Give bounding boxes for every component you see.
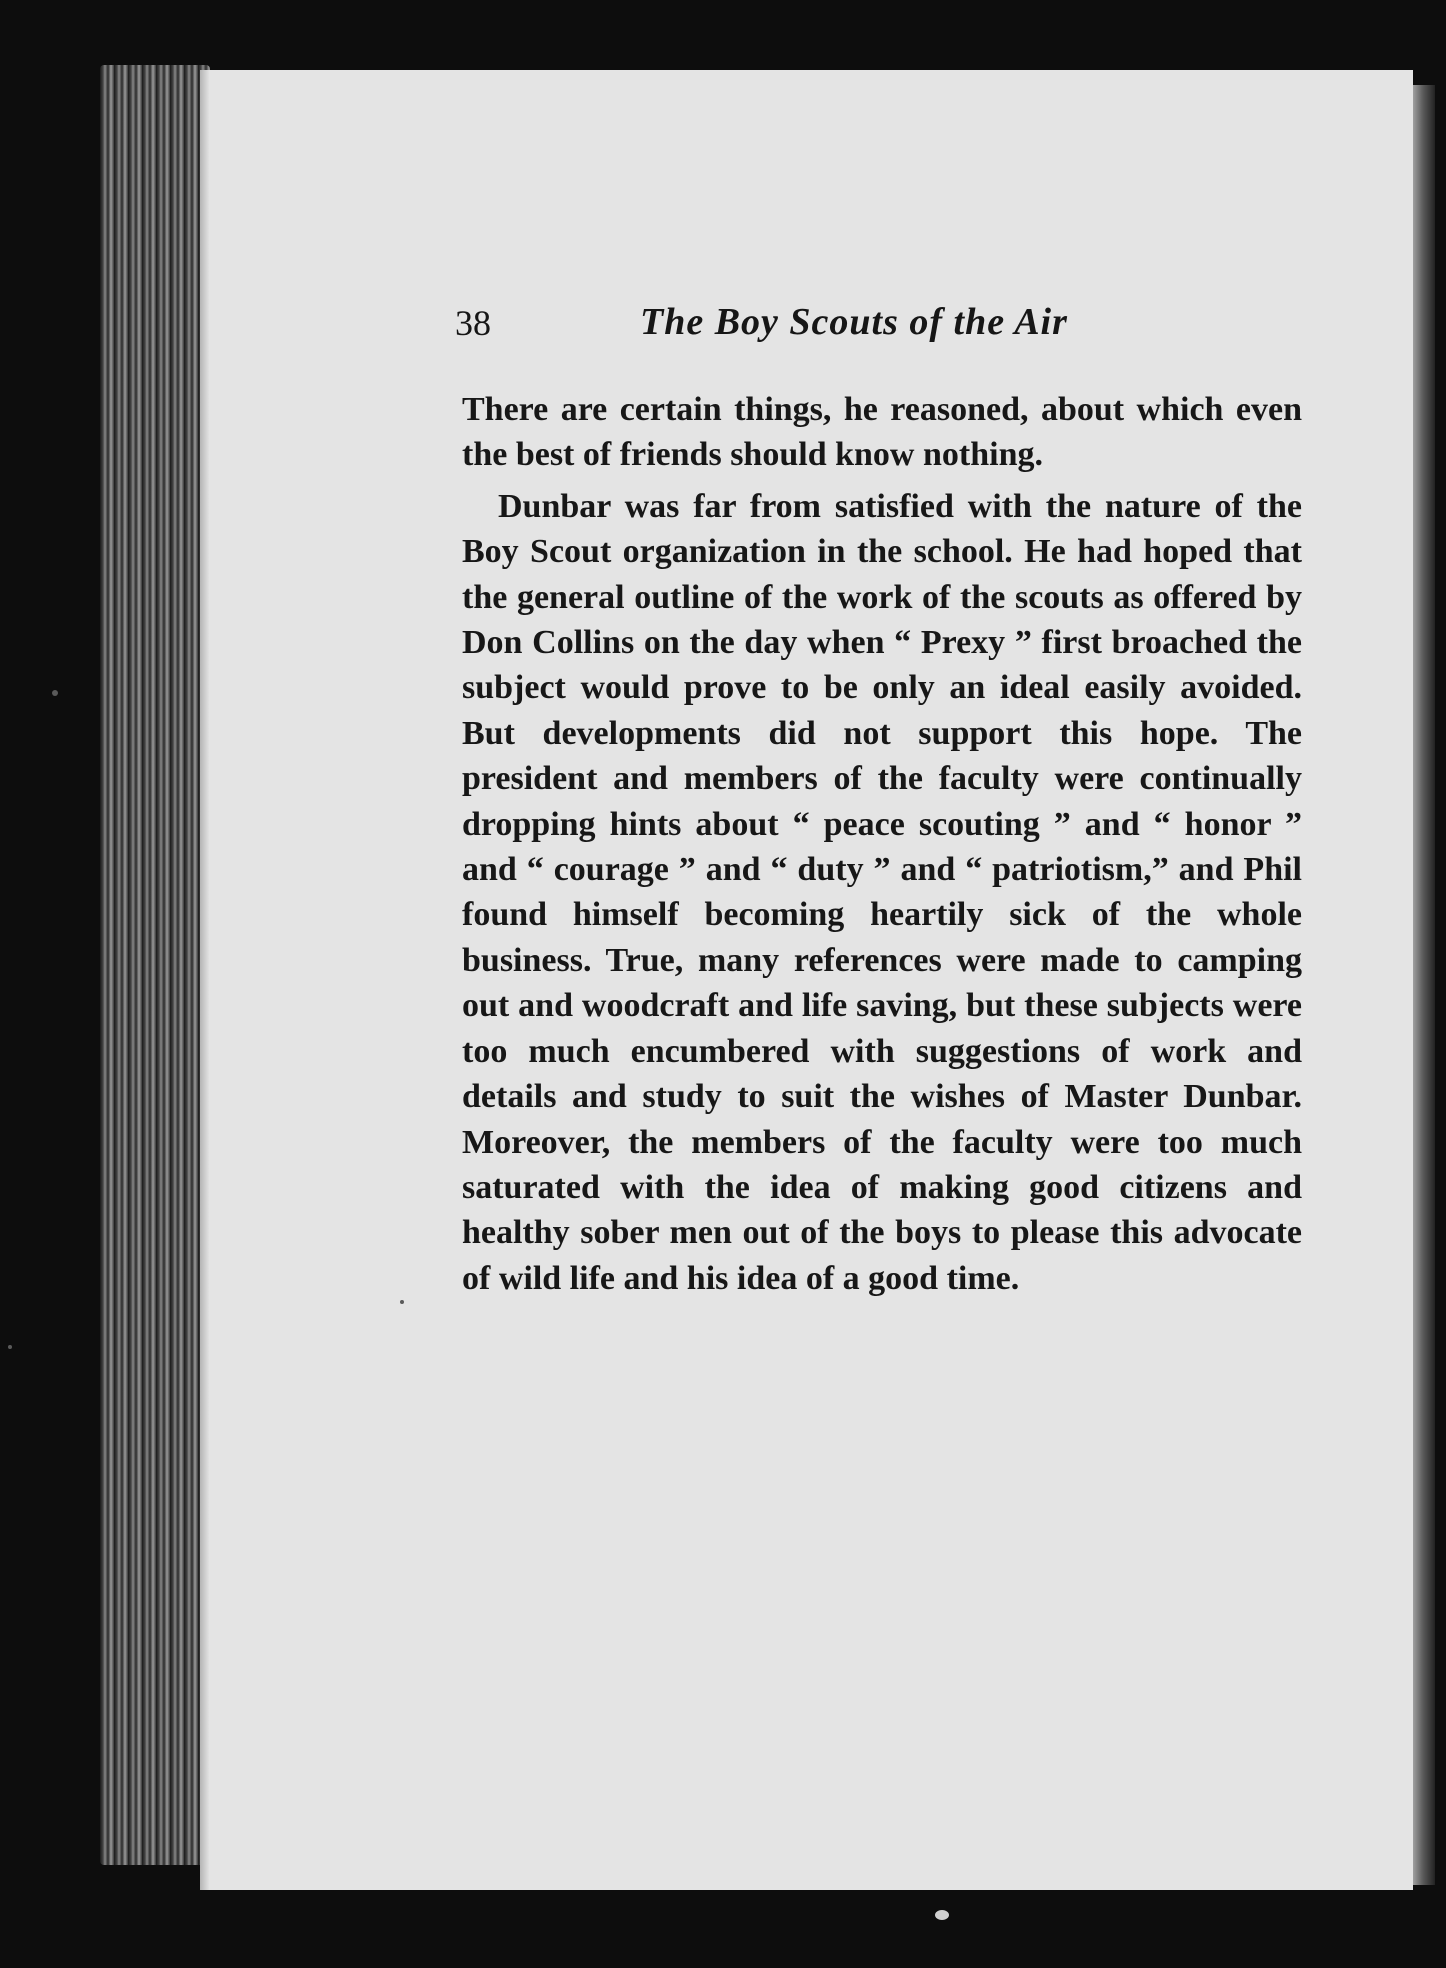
paragraph-1: There are certain things, he reasoned, about which even the best of friends should know nothing. (462, 391, 1302, 474)
paragraph-2: Dunbar was far from satisfied with the nature of the Boy Scout organization in the school. He had hoped that the general outline of the work of the scouts as offered by Don Collins on the day when “ Prexy ” first broached the subject would prove to be only an ideal easily avoided. But developments did not support this hope. The president and members of the faculty were continually dropping hints about “ peace scouting ” and “ honor ” and “ courage ” and “ duty ” and “ patriotism,” and Phil found himself becoming heartily sick of the whole business. True, many references were made to camping out and woodcraft and life saving, but these subjects were too much encumbered with suggestions of work and details and study to suit the wishes of Master Dunbar. Moreover, the members of the faculty were too much saturated with the idea of making good citizens and healthy sober men out of the boys to please this advocate of wild life and his idea of a good time. (462, 487, 1302, 1297)
page-body-text (462, 387, 1302, 1301)
running-header (455, 300, 1295, 360)
dust-speck (400, 1300, 404, 1304)
running-title: The Boy Scouts of the Air (640, 301, 1068, 343)
dust-speck (8, 1345, 12, 1349)
dust-speck (52, 690, 58, 696)
dust-speck (935, 1910, 949, 1920)
book-spine-edge (100, 65, 210, 1865)
page-number: 38 (455, 303, 491, 343)
page-gutter (200, 70, 210, 1890)
